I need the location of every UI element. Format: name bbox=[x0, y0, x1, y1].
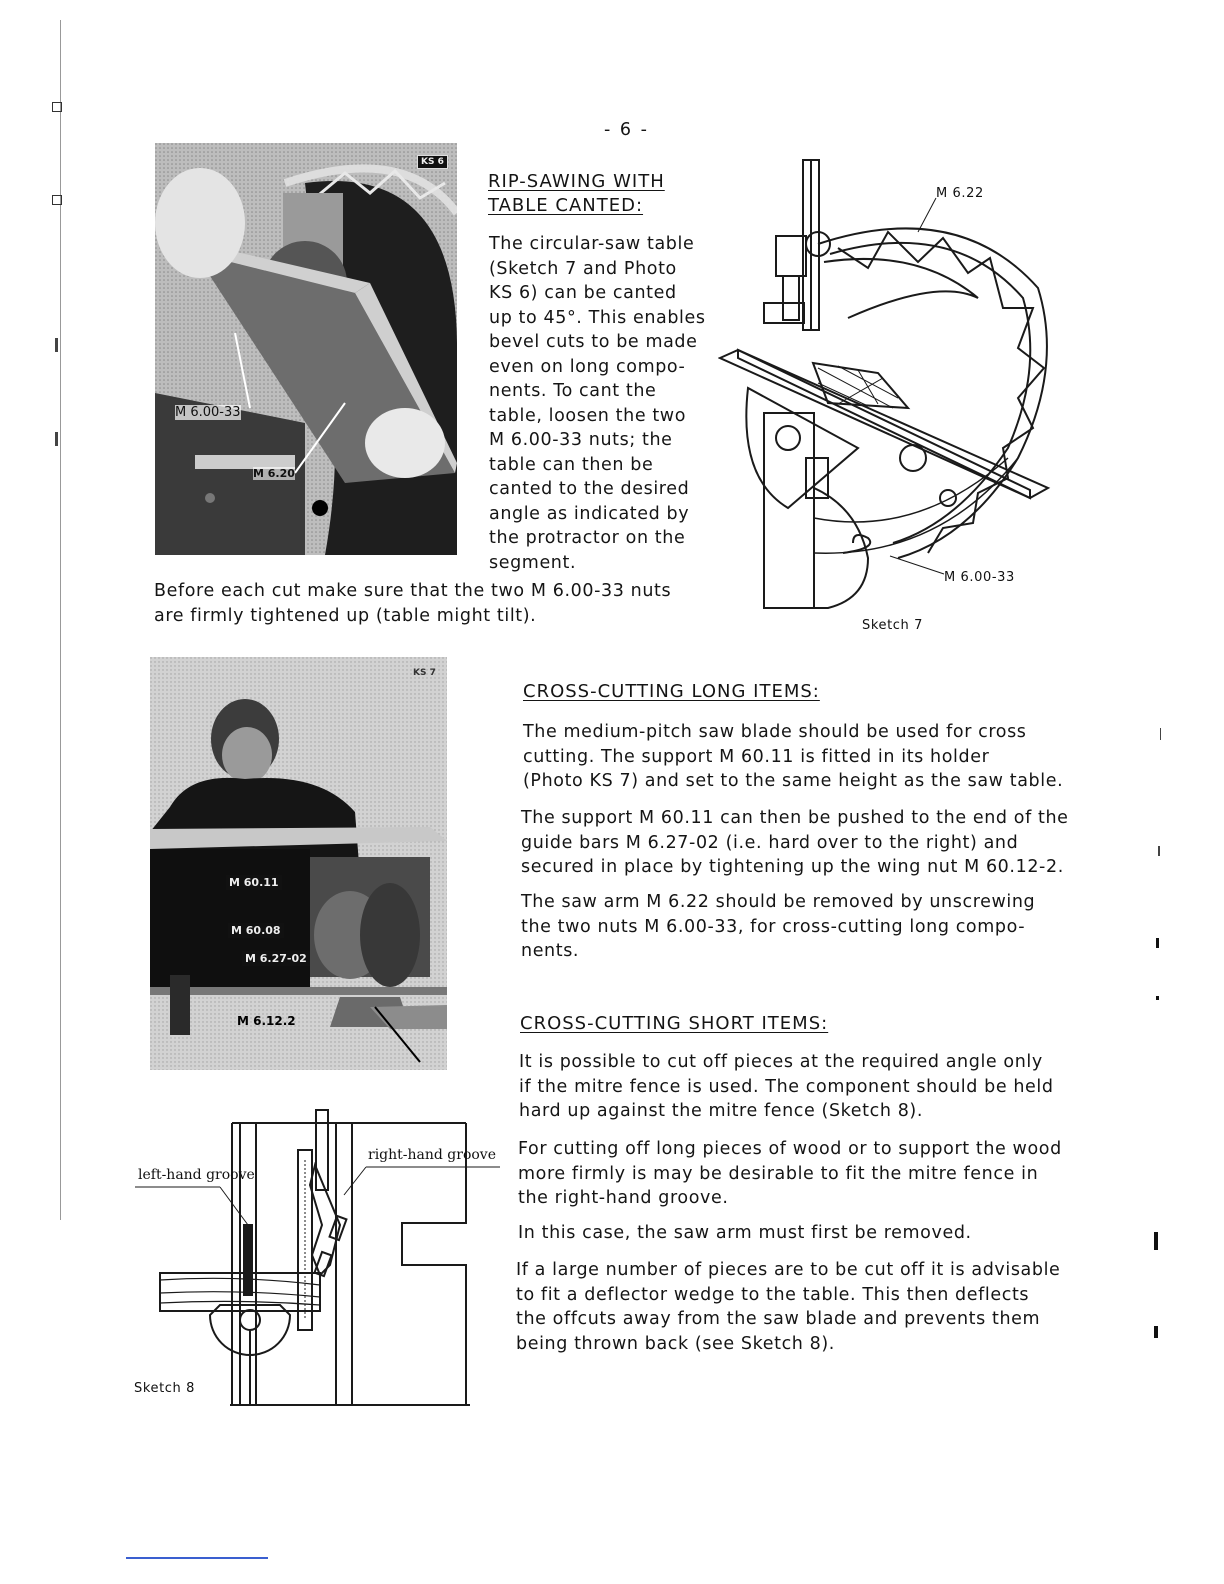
sketch8-caption: Sketch 8 bbox=[134, 1381, 196, 1396]
rip-line: nents. To cant the bbox=[489, 381, 657, 401]
photo-label-m60-11: M 60.11 bbox=[226, 875, 282, 890]
cross-short-line: In this case, the saw arm must first be removed. bbox=[518, 1223, 972, 1243]
cross-short-heading: CROSS-CUTTING SHORT ITEMS: bbox=[520, 1013, 829, 1034]
photo-label-m6-20: M 6.20 bbox=[253, 467, 295, 480]
cross-short-line: For cutting off long pieces of wood or to support the wood bbox=[518, 1139, 1062, 1159]
cross-short-p2 bbox=[518, 1137, 1062, 1211]
rip-line: even on long compo- bbox=[489, 356, 686, 377]
margin-tick bbox=[1156, 938, 1159, 948]
sketch8-label-right-groove: right-hand groove bbox=[368, 1147, 497, 1163]
cross-short-line: If a large number of pieces are to be cut off it is advisable bbox=[516, 1260, 1061, 1280]
cross-short-p4 bbox=[516, 1258, 1060, 1356]
photo-label-m60-08: M 60.08 bbox=[228, 923, 284, 938]
margin-tick bbox=[55, 338, 58, 352]
photo-ks6-image bbox=[155, 143, 457, 555]
sketch7-label-m6-22: M 6.22 bbox=[936, 186, 984, 201]
sketch8-label-left-groove: left-hand groove bbox=[138, 1167, 255, 1183]
cross-short-line: the offcuts away from the saw blade and prevents them bbox=[516, 1309, 1041, 1329]
rip-body bbox=[489, 232, 706, 575]
cross-long-p2 bbox=[521, 806, 1069, 880]
photo-label-m6-00-33: M 6.00-33 bbox=[175, 405, 241, 420]
photo-label-m6-12-2: M 6.12.2 bbox=[237, 1014, 296, 1028]
rip-note-line: Before each cut make sure that the two M 6.00-33 nuts bbox=[154, 581, 672, 601]
rip-line: canted to the desired bbox=[489, 479, 690, 499]
rip-line: segment. bbox=[489, 552, 577, 573]
photo-tag-ks7: KS 7 bbox=[413, 668, 436, 678]
cross-long-heading: CROSS-CUTTING LONG ITEMS: bbox=[523, 681, 820, 702]
photo-label-m6-27-02: M 6.27-02 bbox=[242, 951, 310, 966]
sketch7-caption: Sketch 7 bbox=[862, 618, 924, 633]
cross-long-line: the two nuts M 6.00-33, for cross-cutting long compo- bbox=[521, 916, 1026, 937]
sketch8 bbox=[130, 1105, 510, 1415]
cross-long-line: The medium-pitch saw blade should be used for cross bbox=[523, 722, 1027, 742]
cross-short-line: the right-hand groove. bbox=[518, 1188, 729, 1208]
margin-tick bbox=[1154, 1326, 1158, 1338]
margin-tick bbox=[52, 102, 62, 112]
photo-ks6 bbox=[155, 143, 457, 555]
cross-short-line: more firmly is may be desirable to fit the mitre fence in bbox=[518, 1163, 1039, 1184]
rip-line: the protractor on the bbox=[489, 528, 686, 548]
margin-tick bbox=[55, 432, 58, 446]
sketch7 bbox=[718, 158, 1068, 638]
cross-long-line: (Photo KS 7) and set to the same height as the saw table. bbox=[523, 771, 1064, 791]
footer-rule bbox=[126, 1557, 268, 1559]
cross-long-line: The support M 60.11 can then be pushed to the end of the bbox=[521, 808, 1069, 828]
cross-short-line: hard up against the mitre fence (Sketch 8). bbox=[519, 1101, 924, 1121]
rip-line: M 6.00-33 nuts; the bbox=[489, 430, 673, 450]
margin-tick bbox=[1156, 996, 1159, 1000]
photo-tag-ks6: KS 6 bbox=[417, 155, 448, 169]
cross-short-line: to fit a deflector wedge to the table. This then deflects bbox=[516, 1284, 1030, 1305]
rip-note bbox=[154, 579, 671, 628]
rip-line: angle as indicated by bbox=[489, 503, 690, 524]
rip-line: table, loosen the two bbox=[489, 405, 687, 426]
rip-heading-line1: RIP-SAWING WITH bbox=[488, 171, 665, 192]
margin-tick bbox=[1154, 1232, 1158, 1250]
rip-line: up to 45°. This enables bbox=[489, 307, 706, 328]
cross-short-p1 bbox=[519, 1050, 1054, 1124]
cross-short-p3 bbox=[518, 1221, 972, 1246]
rip-line: table can then be bbox=[489, 454, 654, 475]
rip-line: KS 6) can be canted bbox=[489, 283, 677, 303]
cross-long-p1 bbox=[523, 720, 1063, 794]
sketch7-label-m6-00-33: M 6.00-33 bbox=[944, 570, 1015, 585]
cross-short-line: if the mitre fence is used. The component should be held bbox=[519, 1076, 1054, 1097]
photo-ks7-image bbox=[150, 657, 447, 1070]
cross-long-line: The saw arm M 6.22 should be removed by unscrewing bbox=[521, 892, 1036, 912]
rip-line: bevel cuts to be made bbox=[489, 332, 698, 352]
rip-note-line: are firmly tightened up (table might tilt). bbox=[154, 605, 537, 626]
sketch7-drawing bbox=[718, 158, 1068, 618]
margin-tick bbox=[52, 195, 62, 205]
cross-long-line: secured in place by tightening up the wing nut M 60.12-2. bbox=[521, 857, 1064, 877]
rip-heading-line2: TABLE CANTED: bbox=[488, 195, 644, 216]
cross-long-p3 bbox=[521, 890, 1035, 964]
cross-long-line: guide bars M 6.27-02 (i.e. hard over to the right) and bbox=[521, 832, 1019, 853]
rip-line: The circular-saw table bbox=[489, 234, 695, 254]
margin-tick bbox=[1158, 846, 1160, 856]
cross-long-line: cutting. The support M 60.11 is fitted in its holder bbox=[523, 746, 990, 767]
cross-short-line: It is possible to cut off pieces at the required angle only bbox=[519, 1052, 1043, 1072]
rip-line: (Sketch 7 and Photo bbox=[489, 258, 677, 279]
cross-short-line: being thrown back (see Sketch 8). bbox=[516, 1333, 835, 1354]
page-number: - 6 - bbox=[604, 120, 649, 140]
margin-tick bbox=[1160, 728, 1161, 740]
cross-long-line: nents. bbox=[521, 941, 580, 961]
photo-ks7 bbox=[150, 657, 447, 1070]
